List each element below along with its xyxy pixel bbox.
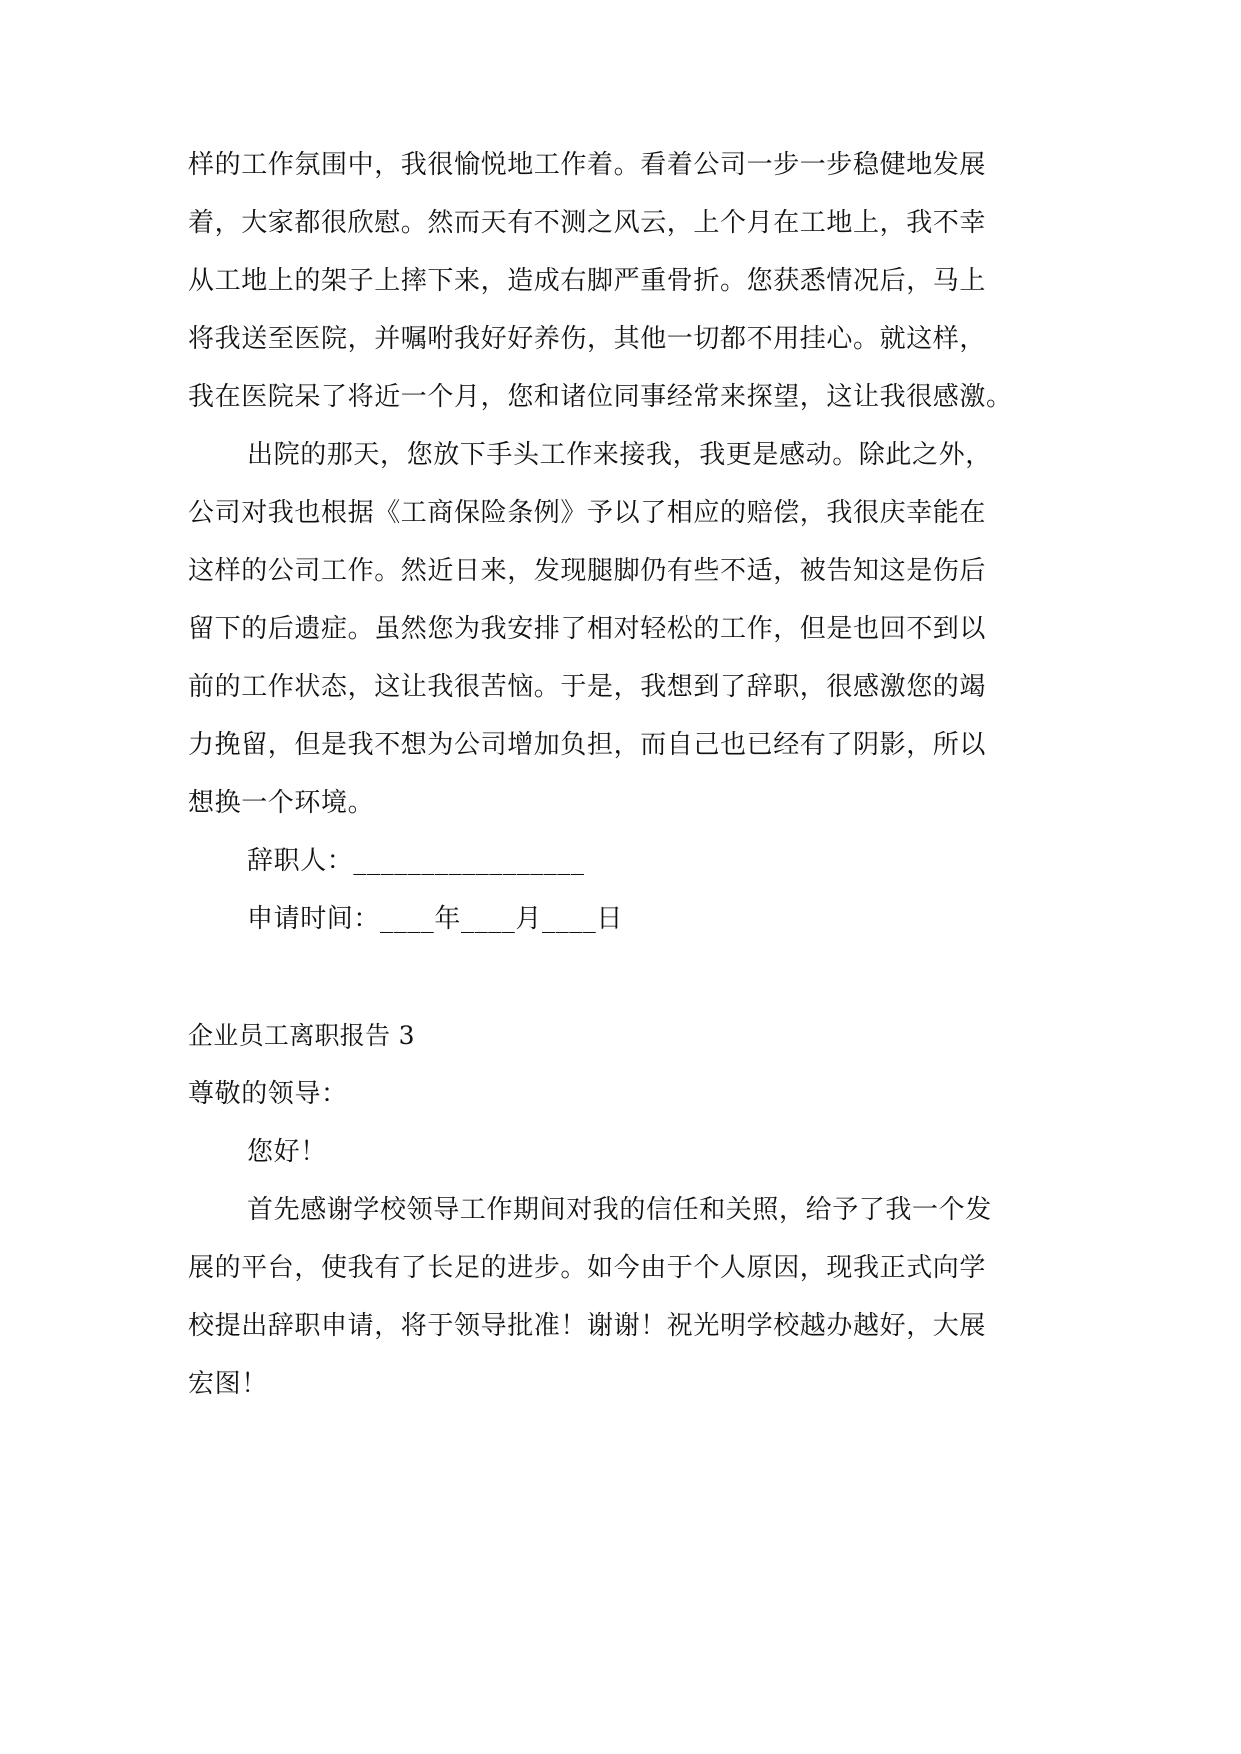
body-text-line: 展的平台，使我有了长足的进步。如今由于个人原因，现我正式向学 — [188, 1253, 987, 1283]
body-text-line: 这样的公司工作。然近日来，发现腿脚仍有些不适，被告知这是伤后 — [188, 556, 987, 586]
salutation: 尊敬的领导： — [188, 1079, 348, 1109]
body-text-line: 校提出辞职申请，将于领导批准！谢谢！祝光明学校越办越好，大展 — [188, 1311, 987, 1341]
signature-line: 辞职人：_________________ — [247, 846, 585, 876]
body-text-line: 想换一个环境。 — [188, 788, 375, 818]
body-text-line: 着，大家都很欣慰。然而天有不测之风云，上个月在工地上，我不幸 — [188, 208, 987, 238]
body-text-line: 出院的那天，您放下手头工作来接我，我更是感动。除此之外， — [247, 440, 992, 470]
body-text-line: 我在医院呆了将近一个月，您和诸位同事经常来探望，这让我很感激。 — [188, 382, 1013, 412]
greeting: 您好！ — [247, 1137, 327, 1167]
body-text-line: 样的工作氛围中，我很愉悦地工作着。看着公司一步一步稳健地发展 — [188, 150, 987, 180]
body-text-line: 首先感谢学校领导工作期间对我的信任和关照，给予了我一个发 — [247, 1195, 992, 1225]
date-line: 申请时间：____年____月____日 — [247, 904, 624, 934]
body-text-line: 公司对我也根据《工商保险条例》予以了相应的赔偿，我很庆幸能在 — [188, 498, 987, 528]
body-text-line: 从工地上的架子上摔下来，造成右脚严重骨折。您获悉情况后，马上 — [188, 266, 987, 296]
section-title: 企业员工离职报告 3 — [188, 1021, 415, 1050]
body-text-line: 留下的后遗症。虽然您为我安排了相对轻松的工作，但是也回不到以 — [188, 614, 987, 644]
body-text-line: 将我送至医院，并嘱咐我好好养伤，其他一切都不用挂心。就这样， — [188, 324, 987, 354]
body-text-line: 宏图！ — [188, 1369, 268, 1399]
body-text-line: 力挽留，但是我不想为公司增加负担，而自己也已经有了阴影，所以 — [188, 730, 987, 760]
body-text-line: 前的工作状态，这让我很苦恼。于是，我想到了辞职，很感激您的竭 — [188, 672, 987, 702]
